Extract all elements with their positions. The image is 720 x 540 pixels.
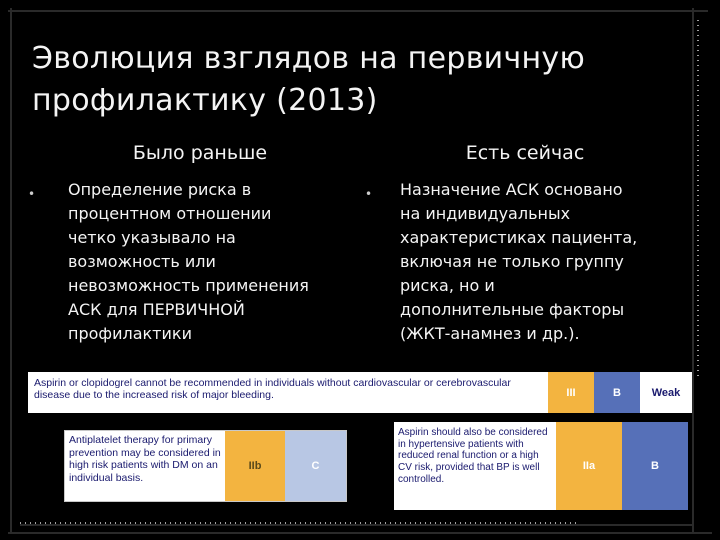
bullet-line: Определение риска в — [68, 180, 252, 199]
recommendation-row-aspirin-hypertension — [394, 422, 688, 510]
bullet-line: процентном отношении — [68, 204, 272, 223]
bullet-line: риска, но и — [400, 276, 495, 295]
recommendation-level: C — [285, 431, 346, 501]
bullet-line: характеристиках пациента, — [400, 228, 638, 247]
bullet-line: профилактики — [68, 324, 192, 343]
frame-line-top — [8, 10, 708, 12]
frame-line-bottom-outer — [8, 532, 712, 534]
bullet-line: возможность или — [68, 252, 216, 271]
left-column-heading: Было раньше — [132, 142, 268, 164]
bullet-icon: • — [28, 187, 36, 201]
bullet-line: невозможность применения — [68, 276, 309, 295]
bullet-line: на индивидуальных — [400, 204, 571, 223]
recommendation-level: B — [622, 422, 688, 510]
right-column-heading: Есть сейчас — [465, 142, 585, 164]
left-bullet — [28, 178, 348, 346]
bullet-line: Назначение АСК основано — [400, 180, 623, 199]
recommendation-row-antiplatelet-dm — [64, 430, 347, 502]
frame-line-left — [10, 8, 12, 534]
recommendation-row-aspirin-clopidogrel — [28, 372, 692, 413]
bullet-icon: • — [365, 187, 373, 201]
title-line-1: Эволюция взглядов на первичную — [32, 41, 586, 76]
recommendation-level: B — [594, 372, 640, 413]
bullet-line: АСК для ПЕРВИЧНОЙ — [68, 300, 245, 319]
left-bullet-text — [68, 178, 348, 346]
recommendation-text: Aspirin should also be considered in hypertensive patients with reduced renal function or a high CV risk, provided that BP is well controlled. — [398, 427, 548, 485]
recommendation-class: III — [548, 372, 594, 413]
recommendation-class: IIa — [556, 422, 622, 510]
bullet-line: (ЖКТ-анамнез и др.). — [400, 324, 580, 343]
frame-line-bottom — [20, 524, 692, 526]
right-bullet-text — [400, 178, 665, 346]
slide-title — [32, 38, 682, 122]
recommendation-text: Antiplatelet therapy for primary prevention may be considered in high risk patients with DM on an individual basis. — [69, 434, 221, 484]
bullet-line: дополнительные факторы — [400, 300, 625, 319]
frame-dotted-line-vertical — [697, 20, 699, 380]
right-bullet — [365, 178, 665, 346]
bullet-line: четко указывало на — [68, 228, 236, 247]
frame-line-right — [692, 8, 694, 534]
title-line-2: профилактику (2013) — [32, 83, 378, 118]
frame-dotted-line — [20, 522, 580, 524]
bullet-line: включая не только группу — [400, 252, 624, 271]
recommendation-strength: Weak — [640, 372, 692, 413]
recommendation-class: IIb — [225, 431, 285, 501]
recommendation-text: Aspirin or clopidogrel cannot be recommended in individuals without cardiovascular or cerebrovascular disease due to the increased risk of major bleeding. — [34, 377, 511, 401]
